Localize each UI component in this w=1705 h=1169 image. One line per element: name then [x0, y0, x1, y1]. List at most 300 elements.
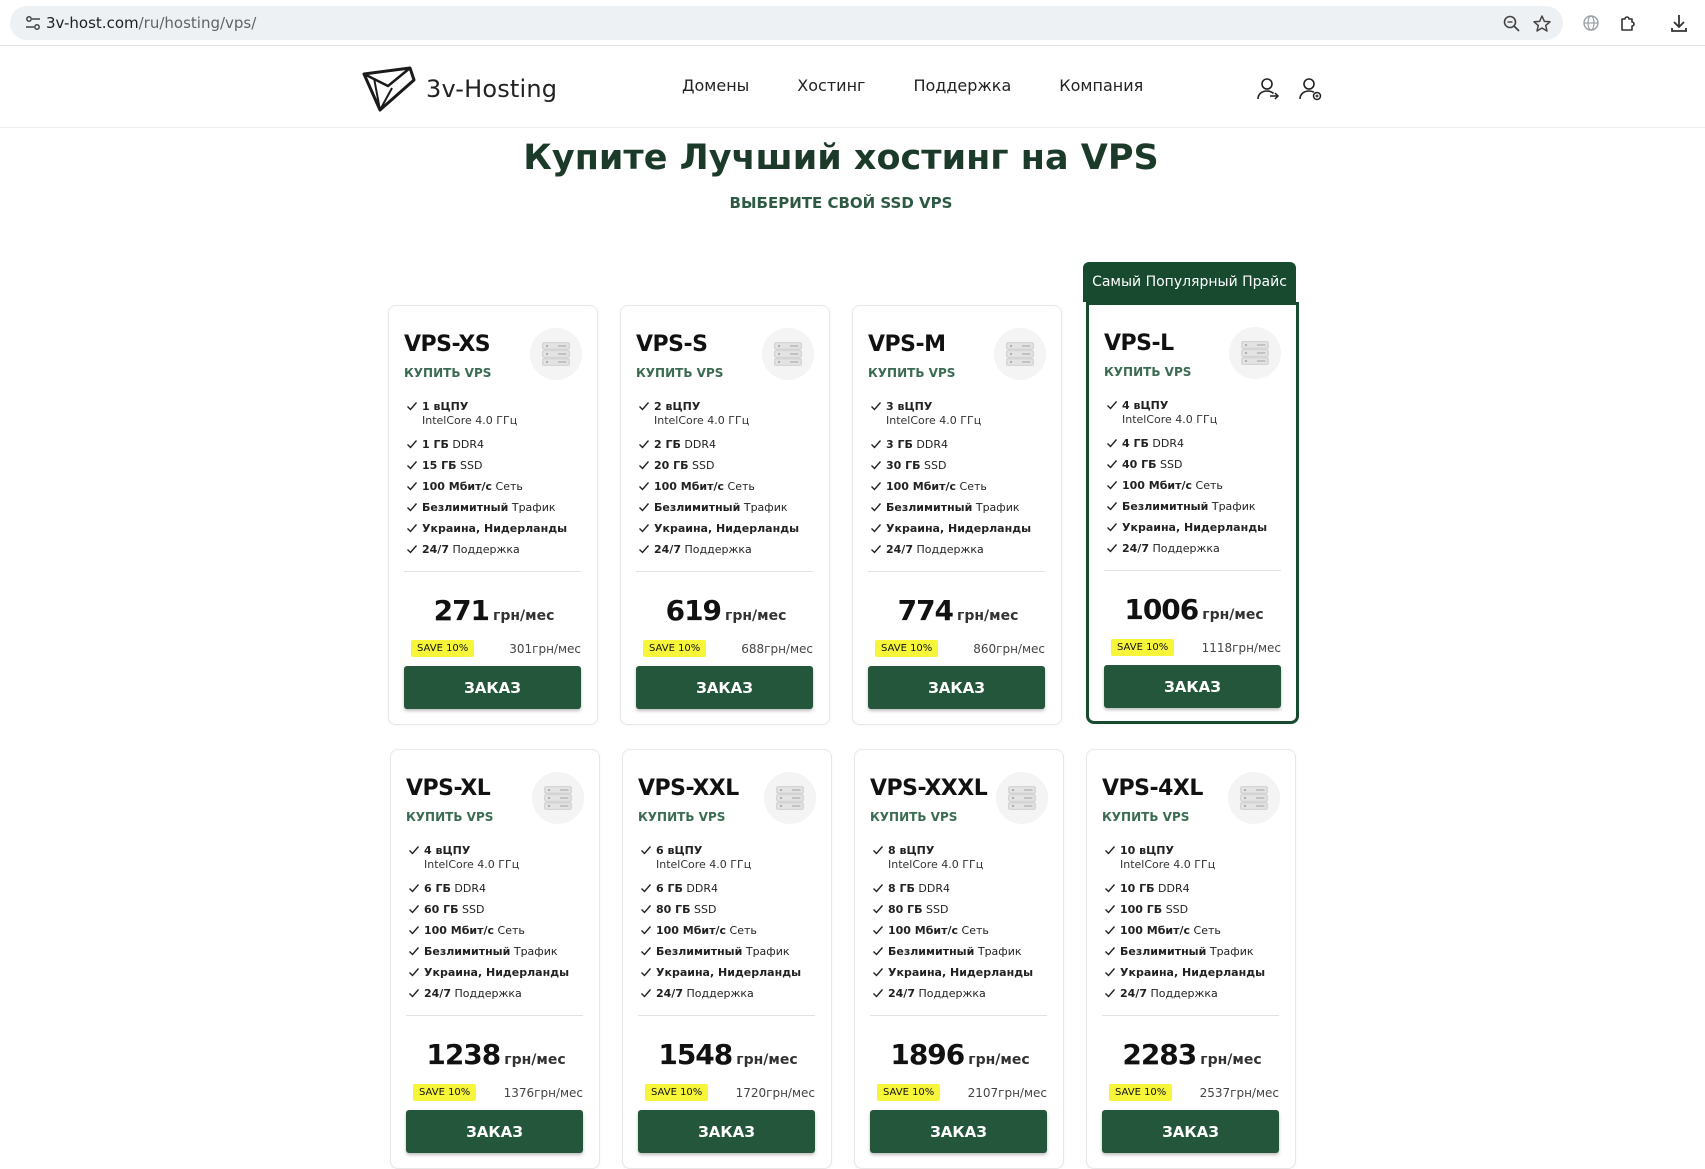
- feature-traffic: [404, 501, 584, 522]
- check-icon: [638, 439, 650, 449]
- check-icon: [1106, 522, 1118, 532]
- price-unit: грн/мес: [725, 608, 787, 624]
- feature-list: [636, 400, 816, 564]
- extensions-puzzle-icon[interactable]: [1617, 12, 1639, 34]
- network-label: Сеть: [1195, 479, 1223, 492]
- feature-cpu: [636, 400, 816, 438]
- disk-type: SSD: [1160, 458, 1183, 471]
- plan-card-vps-4xl: [1086, 749, 1296, 1169]
- support-label: Поддержка: [918, 987, 986, 1000]
- buy-vps-link[interactable]: КУПИТЬ VPS: [406, 810, 494, 824]
- locations-value: Украина, Нидерланды: [654, 522, 800, 535]
- price: [391, 1038, 601, 1071]
- save-badge: SAVE 10%: [1111, 639, 1174, 656]
- plan-name: VPS-L: [1104, 331, 1174, 356]
- traffic-value: Безлимитный: [424, 945, 511, 958]
- check-icon: [638, 502, 650, 512]
- discount-row: [645, 1084, 815, 1101]
- check-icon: [406, 401, 418, 411]
- cpu-value: 10 вЦПУ: [1120, 844, 1174, 857]
- discount-row: [1111, 639, 1281, 656]
- disk-value: 30 ГБ: [886, 459, 921, 472]
- zoom-icon[interactable]: [1502, 14, 1522, 34]
- check-icon: [640, 883, 652, 893]
- price-value: 1896: [890, 1038, 965, 1071]
- check-icon: [870, 502, 882, 512]
- locations-value: Украина, Нидерланды: [886, 522, 1032, 535]
- check-icon: [1104, 988, 1116, 998]
- cpu-value: 3 вЦПУ: [886, 400, 933, 413]
- ram-value: 4 ГБ: [1122, 437, 1149, 450]
- old-price: 2537грн/мес: [1199, 1085, 1279, 1100]
- cpu-value: 6 вЦПУ: [656, 844, 703, 857]
- feature-support: [868, 543, 1048, 564]
- feature-network: [406, 924, 586, 945]
- discount-row: [877, 1084, 1047, 1101]
- save-badge: SAVE 10%: [645, 1084, 708, 1101]
- ram-type: DDR4: [452, 438, 484, 451]
- cpu-model: IntelCore 4.0 ГГц: [654, 414, 750, 427]
- locations-value: Украина, Нидерланды: [888, 966, 1034, 979]
- discount-row: [413, 1084, 583, 1101]
- disk-type: SSD: [926, 903, 949, 916]
- support-label: Поддержка: [454, 987, 522, 1000]
- plan-name: VPS-XXXL: [870, 776, 988, 801]
- feature-list: [638, 844, 818, 1008]
- check-icon: [872, 967, 884, 977]
- feature-locations: [638, 966, 818, 987]
- page-subtitle: ВЫБЕРИТЕ СВОЙ SSD VPS: [729, 194, 953, 212]
- buy-vps-link[interactable]: КУПИТЬ VPS: [1104, 365, 1192, 379]
- cpu-model: IntelCore 4.0 ГГц: [422, 414, 518, 427]
- traffic-label: Трафик: [743, 501, 788, 514]
- disk-value: 60 ГБ: [424, 903, 459, 916]
- cpu-model: IntelCore 4.0 ГГц: [886, 414, 982, 427]
- feature-list: [1104, 399, 1284, 563]
- check-icon: [406, 460, 418, 470]
- feature-locations: [870, 966, 1050, 987]
- feature-cpu: [1102, 844, 1282, 882]
- ram-type: DDR4: [684, 438, 716, 451]
- server-icon: [1229, 327, 1281, 379]
- feature-network: [1102, 924, 1282, 945]
- plan-name: VPS-4XL: [1102, 776, 1203, 801]
- feature-locations: [636, 522, 816, 543]
- check-icon: [1104, 967, 1116, 977]
- discount-row: [1109, 1084, 1279, 1101]
- price-value: 1548: [658, 1038, 733, 1071]
- traffic-label: Трафик: [745, 945, 790, 958]
- disk-value: 15 ГБ: [422, 459, 457, 472]
- feature-cpu: [406, 844, 586, 882]
- feature-ram: [638, 882, 818, 903]
- disk-type: SSD: [460, 459, 483, 472]
- disk-type: SSD: [694, 903, 717, 916]
- save-badge: SAVE 10%: [877, 1084, 940, 1101]
- plan-card-vps-xxl: [622, 749, 832, 1169]
- check-icon: [408, 845, 420, 855]
- price-value: 619: [665, 594, 722, 627]
- price: [853, 594, 1063, 627]
- card-divider: [870, 1015, 1047, 1016]
- plan-card-vps-l: [1086, 302, 1299, 724]
- feature-disk: [1104, 458, 1284, 479]
- card-divider: [638, 1015, 815, 1016]
- check-icon: [406, 481, 418, 491]
- server-icon: [764, 772, 816, 824]
- network-label: Сеть: [1193, 924, 1221, 937]
- feature-traffic: [638, 945, 818, 966]
- traffic-value: Безлимитный: [656, 945, 743, 958]
- traffic-label: Трафик: [975, 501, 1020, 514]
- traffic-value: Безлимитный: [1120, 945, 1207, 958]
- ram-value: 6 ГБ: [656, 882, 683, 895]
- price-unit: грн/мес: [1202, 607, 1264, 623]
- locations-value: Украина, Нидерланды: [656, 966, 802, 979]
- cpu-value: 4 вЦПУ: [1122, 399, 1169, 412]
- download-icon[interactable]: [1668, 12, 1690, 34]
- traffic-value: Безлимитный: [888, 945, 975, 958]
- feature-network: [638, 924, 818, 945]
- locations-value: Украина, Нидерланды: [1120, 966, 1266, 979]
- server-icon: [762, 328, 814, 380]
- old-price: 2107грн/мес: [967, 1085, 1047, 1100]
- support-value: 24/7: [656, 987, 683, 1000]
- price: [855, 1038, 1065, 1071]
- check-icon: [872, 988, 884, 998]
- disk-value: 20 ГБ: [654, 459, 689, 472]
- order-button[interactable]: ЗАКАЗ: [636, 666, 813, 709]
- check-icon: [1104, 946, 1116, 956]
- support-value: 24/7: [886, 543, 913, 556]
- check-icon: [872, 946, 884, 956]
- feature-ram: [404, 438, 584, 459]
- browser-toolbar: [0, 0, 1705, 46]
- feature-locations: [404, 522, 584, 543]
- buy-vps-link[interactable]: КУПИТЬ VPS: [868, 366, 956, 380]
- price-unit: грн/мес: [736, 1052, 798, 1068]
- page-title: Купите Лучший хостинг на VPS: [523, 138, 1159, 178]
- user-register-icon[interactable]: [1298, 76, 1322, 102]
- check-icon: [408, 946, 420, 956]
- network-label: Сеть: [497, 924, 525, 937]
- disk-value: 80 ГБ: [888, 903, 923, 916]
- feature-support: [406, 987, 586, 1008]
- feature-locations: [1104, 521, 1284, 542]
- feature-ram: [870, 882, 1050, 903]
- cpu-model: IntelCore 4.0 ГГц: [1120, 858, 1216, 871]
- check-icon: [872, 883, 884, 893]
- server-icon: [996, 772, 1048, 824]
- server-icon: [532, 772, 584, 824]
- feature-cpu: [1104, 399, 1284, 437]
- old-price: 860грн/мес: [973, 641, 1045, 656]
- check-icon: [408, 883, 420, 893]
- old-price: 688грн/мес: [741, 641, 813, 656]
- check-icon: [638, 460, 650, 470]
- ram-type: DDR4: [454, 882, 486, 895]
- order-button[interactable]: ЗАКАЗ: [1104, 665, 1281, 708]
- plan-name: VPS-XS: [404, 332, 491, 357]
- check-icon: [1104, 845, 1116, 855]
- network-speed: 100 Мбит/с: [656, 924, 727, 937]
- disk-type: SSD: [1165, 903, 1189, 916]
- nav-domains[interactable]: Домены: [682, 76, 750, 95]
- price-value: 774: [897, 594, 954, 627]
- feature-cpu: [870, 844, 1050, 882]
- support-value: 24/7: [424, 987, 451, 1000]
- feature-disk: [638, 903, 818, 924]
- buy-vps-link[interactable]: КУПИТЬ VPS: [870, 810, 958, 824]
- url-text[interactable]: [46, 14, 256, 32]
- plan-card-vps-s: [620, 305, 830, 725]
- check-icon: [872, 845, 884, 855]
- locations-value: Украина, Нидерланды: [424, 966, 570, 979]
- feature-list: [870, 844, 1050, 1008]
- feature-traffic: [636, 501, 816, 522]
- check-icon: [872, 904, 884, 914]
- check-icon: [1106, 543, 1118, 553]
- network-speed: 100 Мбит/с: [654, 480, 725, 493]
- price: [623, 1038, 833, 1071]
- feature-support: [870, 987, 1050, 1008]
- check-icon: [408, 904, 420, 914]
- check-icon: [638, 544, 650, 554]
- logo[interactable]: [360, 64, 557, 114]
- check-icon: [1104, 883, 1116, 893]
- support-label: Поддержка: [686, 987, 754, 1000]
- check-icon: [638, 523, 650, 533]
- price: [1089, 593, 1299, 626]
- network-label: Сеть: [961, 924, 989, 937]
- discount-row: [411, 640, 581, 657]
- traffic-label: Трафик: [977, 945, 1022, 958]
- price-value: 1238: [426, 1038, 501, 1071]
- disk-value: 100 ГБ: [1120, 903, 1163, 916]
- card-divider: [404, 571, 581, 572]
- order-button[interactable]: ЗАКАЗ: [868, 666, 1045, 709]
- user-login-icon[interactable]: [1256, 76, 1280, 102]
- traffic-label: Трафик: [513, 945, 558, 958]
- check-icon: [870, 460, 882, 470]
- save-badge: SAVE 10%: [411, 640, 474, 657]
- traffic-value: Безлимитный: [654, 501, 741, 514]
- feature-locations: [1102, 966, 1282, 987]
- support-value: 24/7: [1120, 987, 1147, 1000]
- ram-type: DDR4: [686, 882, 718, 895]
- feature-cpu: [404, 400, 584, 438]
- feature-support: [638, 987, 818, 1008]
- disk-type: SSD: [924, 459, 947, 472]
- feature-locations: [406, 966, 586, 987]
- site-settings-icon[interactable]: [24, 15, 42, 31]
- ram-value: 1 ГБ: [422, 438, 449, 451]
- check-icon: [1104, 904, 1116, 914]
- ram-type: DDR4: [916, 438, 948, 451]
- support-label: Поддержка: [916, 543, 984, 556]
- plan-card-vps-xs: [388, 305, 598, 725]
- ram-value: 2 ГБ: [654, 438, 681, 451]
- support-value: 24/7: [422, 543, 449, 556]
- card-divider: [636, 571, 813, 572]
- check-icon: [1104, 925, 1116, 935]
- network-speed: 100 Мбит/с: [422, 480, 493, 493]
- support-label: Поддержка: [684, 543, 752, 556]
- disk-type: SSD: [692, 459, 715, 472]
- price-value: 271: [433, 594, 490, 627]
- disk-type: SSD: [462, 903, 485, 916]
- main-nav: [682, 76, 1191, 95]
- check-icon: [1106, 480, 1118, 490]
- price-unit: грн/мес: [504, 1052, 566, 1068]
- old-price: 301грн/мес: [509, 641, 581, 656]
- check-icon: [640, 904, 652, 914]
- cpu-model: IntelCore 4.0 ГГц: [888, 858, 984, 871]
- feature-support: [636, 543, 816, 564]
- network-label: Сеть: [729, 924, 757, 937]
- feature-network: [636, 480, 816, 501]
- network-label: Сеть: [959, 480, 987, 493]
- feature-network: [868, 480, 1048, 501]
- check-icon: [640, 946, 652, 956]
- card-divider: [1102, 1015, 1279, 1016]
- feature-locations: [868, 522, 1048, 543]
- bookmark-star-icon[interactable]: [1532, 14, 1552, 34]
- save-badge: SAVE 10%: [413, 1084, 476, 1101]
- card-divider: [868, 571, 1045, 572]
- logo-diamond-icon: [360, 64, 418, 114]
- check-icon: [408, 967, 420, 977]
- order-button[interactable]: ЗАКАЗ: [1102, 1110, 1279, 1153]
- url-path: /ru/hosting/vps/: [138, 14, 257, 32]
- price-unit: грн/мес: [1200, 1052, 1262, 1068]
- order-button[interactable]: ЗАКАЗ: [406, 1110, 583, 1153]
- support-label: Поддержка: [1152, 542, 1220, 555]
- feature-disk: [868, 459, 1048, 480]
- ram-value: 10 ГБ: [1120, 882, 1155, 895]
- check-icon: [1106, 438, 1118, 448]
- feature-list: [406, 844, 586, 1008]
- feature-network: [1104, 479, 1284, 500]
- check-icon: [406, 523, 418, 533]
- network-label: Сеть: [495, 480, 523, 493]
- price-value: 1006: [1124, 593, 1199, 626]
- network-speed: 100 Мбит/с: [886, 480, 957, 493]
- order-button[interactable]: ЗАКАЗ: [870, 1110, 1047, 1153]
- address-bar[interactable]: [10, 6, 1563, 40]
- ram-value: 8 ГБ: [888, 882, 915, 895]
- network-speed: 100 Мбит/с: [424, 924, 495, 937]
- price-unit: грн/мес: [957, 608, 1019, 624]
- locations-value: Украина, Нидерланды: [1122, 521, 1268, 534]
- plan-name: VPS-M: [868, 332, 946, 357]
- traffic-label: Трафик: [1211, 500, 1256, 513]
- network-speed: 100 Мбит/с: [1122, 479, 1193, 492]
- ram-value: 3 ГБ: [886, 438, 913, 451]
- server-icon: [994, 328, 1046, 380]
- plan-name: VPS-XXL: [638, 776, 739, 801]
- traffic-label: Трафик: [1209, 945, 1254, 958]
- feature-network: [404, 480, 584, 501]
- buy-vps-link[interactable]: КУПИТЬ VPS: [636, 366, 724, 380]
- ram-type: DDR4: [1158, 882, 1190, 895]
- price-unit: грн/мес: [493, 608, 555, 624]
- old-price: 1118грн/мес: [1201, 640, 1281, 655]
- ram-type: DDR4: [918, 882, 950, 895]
- price-unit: грн/мес: [968, 1052, 1030, 1068]
- feature-disk: [636, 459, 816, 480]
- feature-disk: [406, 903, 586, 924]
- check-icon: [870, 439, 882, 449]
- network-label: Сеть: [727, 480, 755, 493]
- save-badge: SAVE 10%: [643, 640, 706, 657]
- feature-traffic: [868, 501, 1048, 522]
- buy-vps-link[interactable]: КУПИТЬ VPS: [638, 810, 726, 824]
- network-speed: 100 Мбит/с: [1120, 924, 1191, 937]
- cpu-value: 8 вЦПУ: [888, 844, 935, 857]
- ram-value: 6 ГБ: [424, 882, 451, 895]
- server-icon: [530, 328, 582, 380]
- feature-traffic: [1102, 945, 1282, 966]
- cpu-model: IntelCore 4.0 ГГц: [424, 858, 520, 871]
- check-icon: [638, 401, 650, 411]
- cpu-model: IntelCore 4.0 ГГц: [656, 858, 752, 871]
- support-value: 24/7: [888, 987, 915, 1000]
- buy-vps-link[interactable]: КУПИТЬ VPS: [1102, 810, 1190, 824]
- check-icon: [640, 925, 652, 935]
- plan-name: VPS-XL: [406, 776, 491, 801]
- check-icon: [872, 925, 884, 935]
- disk-value: 80 ГБ: [656, 903, 691, 916]
- translate-globe-icon[interactable]: [1580, 12, 1602, 34]
- feature-list: [1102, 844, 1282, 1008]
- order-button[interactable]: ЗАКАЗ: [404, 666, 581, 709]
- discount-row: [643, 640, 813, 657]
- traffic-value: Безлимитный: [886, 501, 973, 514]
- server-icon: [1228, 772, 1280, 824]
- nav-company[interactable]: Компания: [1059, 76, 1144, 95]
- check-icon: [638, 481, 650, 491]
- plan-card-vps-m: [852, 305, 1062, 725]
- site-header: [0, 46, 1705, 128]
- plan-card-vps-xxxl: [854, 749, 1064, 1169]
- feature-traffic: [1104, 500, 1284, 521]
- cpu-value: 2 вЦПУ: [654, 400, 701, 413]
- cpu-model: IntelCore 4.0 ГГц: [1122, 413, 1218, 426]
- plan-name: VPS-S: [636, 332, 708, 357]
- cpu-value: 4 вЦПУ: [424, 844, 471, 857]
- feature-support: [1102, 987, 1282, 1008]
- feature-ram: [636, 438, 816, 459]
- feature-cpu: [638, 844, 818, 882]
- nav-support[interactable]: Поддержка: [913, 76, 1012, 95]
- nav-hosting[interactable]: Хостинг: [797, 76, 866, 95]
- account-actions: [1256, 76, 1322, 102]
- feature-network: [870, 924, 1050, 945]
- cpu-value: 1 вЦПУ: [422, 400, 469, 413]
- order-button[interactable]: ЗАКАЗ: [638, 1110, 815, 1153]
- feature-support: [1104, 542, 1284, 563]
- price: [1087, 1038, 1297, 1071]
- check-icon: [408, 925, 420, 935]
- disk-value: 40 ГБ: [1122, 458, 1157, 471]
- check-icon: [406, 502, 418, 512]
- support-label: Поддержка: [452, 543, 520, 556]
- check-icon: [406, 439, 418, 449]
- feature-traffic: [406, 945, 586, 966]
- check-icon: [406, 544, 418, 554]
- buy-vps-link[interactable]: КУПИТЬ VPS: [404, 366, 492, 380]
